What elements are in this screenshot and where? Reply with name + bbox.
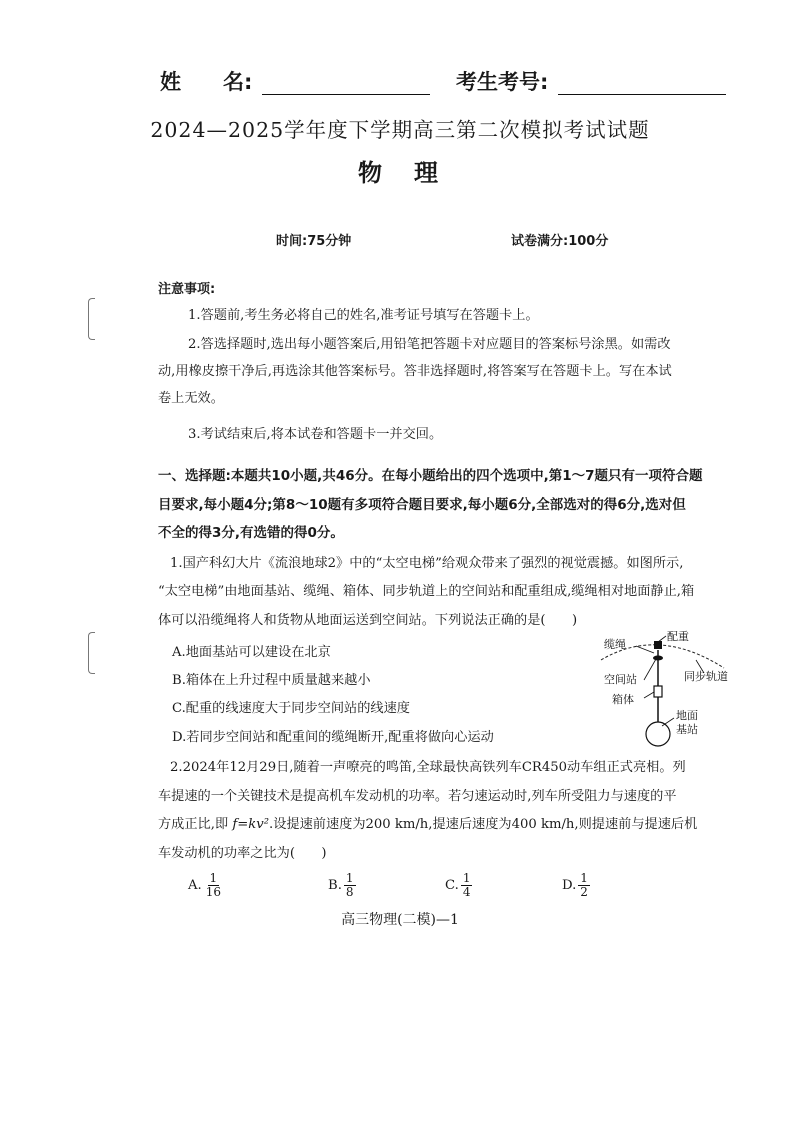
q2-option-c[interactable]: C. $\frac{1}{4}$ bbox=[445, 871, 471, 899]
q2-option-a[interactable]: A. $\frac{1}{16}$ bbox=[188, 871, 221, 899]
label-counterweight: 配重 bbox=[667, 630, 689, 643]
space-elevator-figure bbox=[596, 628, 746, 763]
q1-option-b[interactable]: B.箱体在上升过程中质量越来越小 bbox=[172, 673, 371, 688]
counterweight-block bbox=[654, 641, 662, 649]
q1-line-3: 体可以沿缆绳将人和货物从地面运送到空间站。下列说法正确的是( ) bbox=[158, 613, 578, 628]
q2-option-d[interactable]: D. $\frac{1}{2}$ bbox=[562, 871, 588, 899]
q1-option-d[interactable]: D.若同步空间站和配重间的缆绳断开,配重将做向心运动 bbox=[172, 730, 494, 745]
q1-option-c[interactable]: C.配重的线速度大于同步空间站的线速度 bbox=[172, 701, 410, 716]
label-cable: 缆绳 bbox=[604, 638, 626, 651]
earth-circle bbox=[646, 722, 670, 746]
label-station: 空间站 bbox=[604, 673, 637, 686]
q2-formula: f=kv² bbox=[232, 817, 269, 832]
margin-mark-1 bbox=[88, 298, 95, 340]
notice-item-1: 1.答题前,考生务必将自己的姓名,准考证号填写在答题卡上。 bbox=[188, 308, 539, 323]
notice-item-2-line-1: 2.答选择题时,选出每小题答案后,用铅笔把答题卡对应题目的答案标号涂黑。如需改 bbox=[188, 337, 671, 352]
q1-line-1: 1.国产科幻大片《流浪地球2》中的“太空电梯”给观众带来了强烈的视觉震撼。如图所示, bbox=[170, 556, 684, 571]
elevator-box bbox=[654, 686, 662, 697]
notice-item-3: 3.考试结束后,将本试卷和答题卡一并交回。 bbox=[188, 427, 443, 442]
q2-line-3 bbox=[158, 811, 697, 838]
notice-item-2-line-2: 动,用橡皮擦干净后,再选涂其他答案标号。答非选择题时,将答案写在答题卡上。写在本试 bbox=[158, 364, 672, 379]
page-footer: 高三物理(二模)—1 bbox=[341, 912, 459, 928]
name-label: 姓 名: bbox=[160, 70, 253, 94]
label-orbit: 同步轨道 bbox=[684, 670, 728, 683]
notice-heading: 注意事项: bbox=[158, 282, 216, 297]
label-box: 箱体 bbox=[612, 693, 634, 706]
label-ground-1: 地面 bbox=[676, 709, 698, 722]
exam-score: 试卷满分:100分 bbox=[511, 234, 609, 249]
section1-line-1: 一、选择题:本题共10小题,共46分。在每小题给出的四个选项中,第1～7题只有一项符合题 bbox=[158, 468, 703, 484]
q2-line-2: 车提速的一个关键技术是提高机车发动机的功率。若匀速运动时,列车所受阻力与速度的平 bbox=[158, 789, 677, 804]
exam-time: 时间:75分钟 bbox=[276, 234, 352, 249]
q2-line-1: 2.2024年12月29日,随着一声嘹亮的鸣笛,全球最快高铁列车CR450动车组正式亮相。列 bbox=[170, 760, 686, 775]
q2-option-b[interactable]: B. $\frac{1}{8}$ bbox=[328, 871, 354, 899]
notice-item-2-line-3: 卷上无效。 bbox=[158, 391, 224, 406]
exam-id-blank[interactable] bbox=[558, 72, 726, 95]
margin-mark-2 bbox=[88, 632, 95, 674]
space-station bbox=[653, 656, 663, 661]
label-ground-2: 基站 bbox=[676, 723, 698, 736]
section1-line-3: 不全的得3分,有选错的得0分。 bbox=[158, 525, 344, 541]
q2-line-4: 车发动机的功率之比为( ) bbox=[158, 846, 327, 861]
name-blank[interactable] bbox=[262, 72, 430, 95]
q2-line-3-b: .设提速前速度为200 km/h,提速后速度为400 km/h,则提速前与提速后机 bbox=[269, 817, 698, 832]
q1-line-2: “太空电梯”由地面基站、缆绳、箱体、同步轨道上的空间站和配重组成,缆绳相对地面静止,箱 bbox=[158, 584, 695, 599]
section1-line-2: 目要求,每小题4分;第8～10题有多项符合题目要求,每小题6分,全部选对的得6分,选对但 bbox=[158, 497, 686, 513]
subject-title: 物 理 bbox=[358, 159, 442, 187]
q2-line-3-a: 方成正比,即 bbox=[158, 817, 233, 832]
exam-id-label: 考生考号: bbox=[456, 70, 549, 94]
exam-title: 2024—2025学年度下学期高三第二次模拟考试试题 bbox=[150, 118, 650, 142]
q1-option-a[interactable]: A.地面基站可以建设在北京 bbox=[172, 645, 331, 660]
